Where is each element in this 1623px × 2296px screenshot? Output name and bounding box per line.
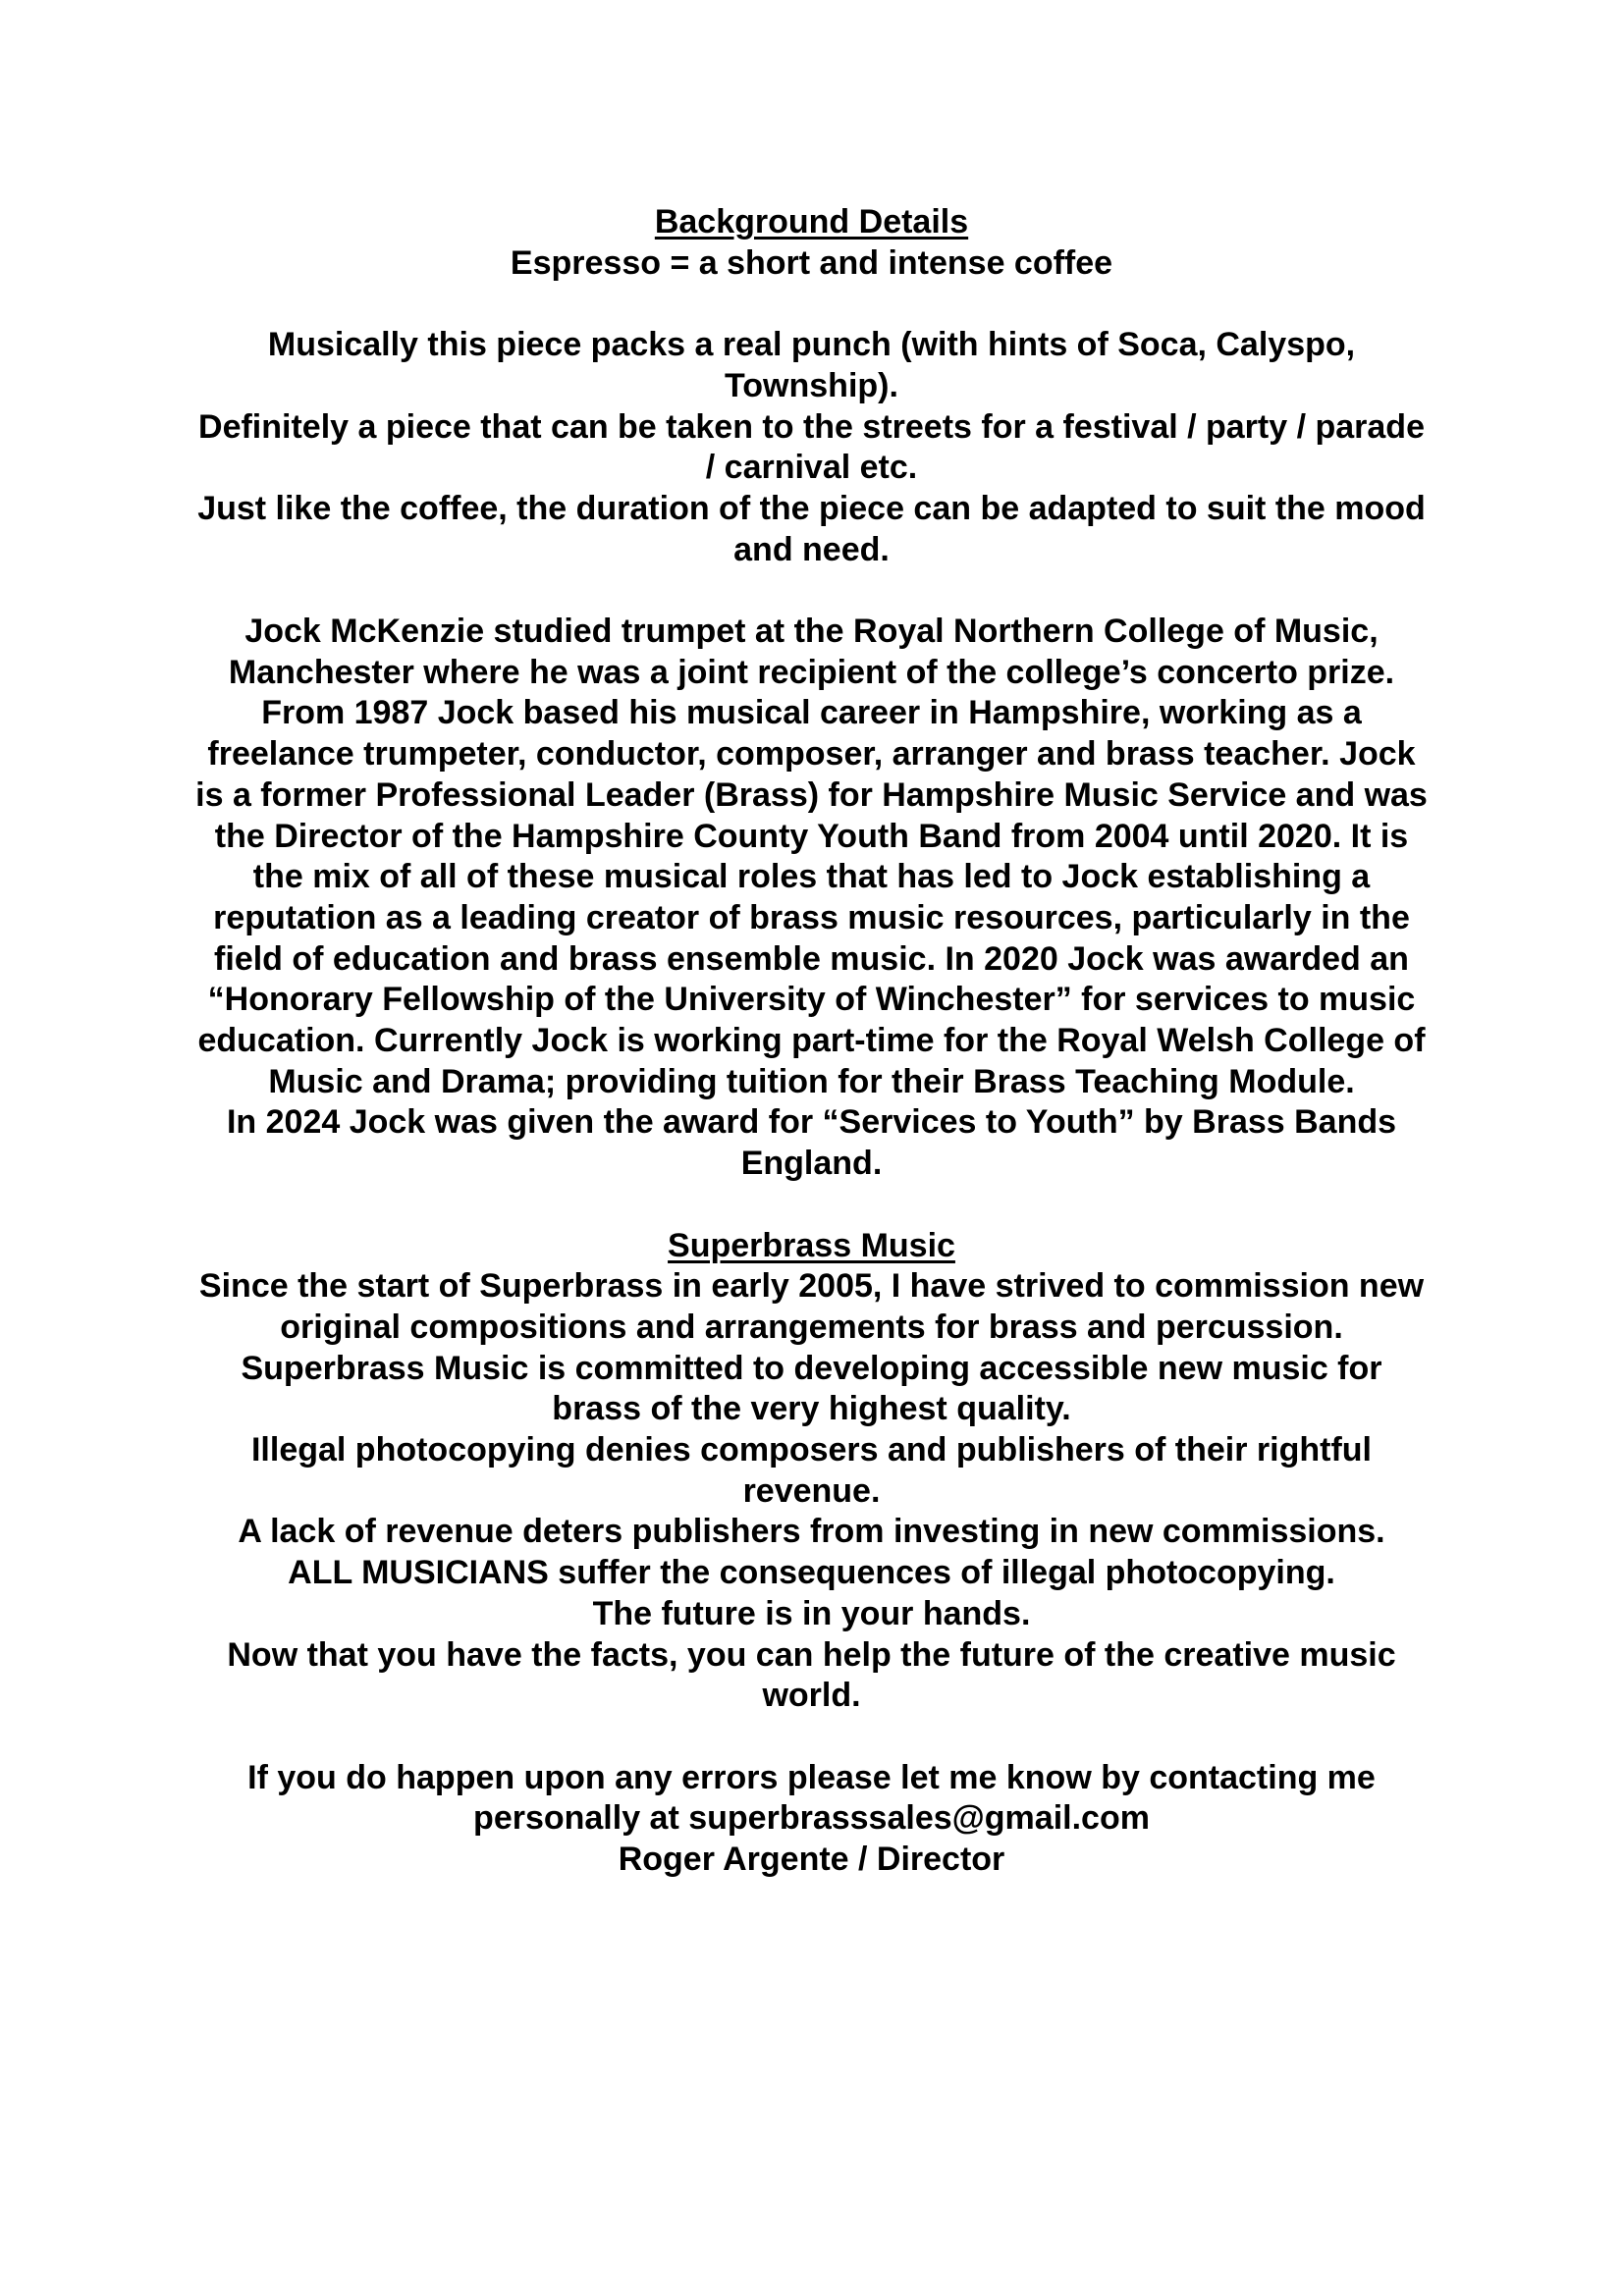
superbrass-line: brass of the very highest quality.: [552, 1390, 1071, 1428]
superbrass-line: world.: [762, 1677, 861, 1715]
background-line: Definitely a piece that can be taken to the streets for a festival / party / parade: [198, 407, 1425, 446]
bio-line: is a former Professional Leader (Brass) for Hampshire Music Service and was: [195, 775, 1428, 814]
superbrass-line: Illegal photocopying denies composers and publishers of their rightful: [250, 1431, 1372, 1469]
bio-line: the mix of all of these musical roles that has led to Jock establishing a: [252, 858, 1371, 896]
section-spacer: [147, 1717, 1476, 1758]
bio-line: Jock McKenzie studied trumpet at the Royal Northern College of Music,: [244, 613, 1379, 650]
bio-line: reputation as a leading creator of brass music resources, particularly in the: [213, 898, 1410, 936]
superbrass-line: Now that you have the facts, you can help the future of the creative music: [227, 1635, 1396, 1674]
superbrass-line: ALL MUSICIANS suffer the consequences of illegal photocopying.: [288, 1554, 1335, 1592]
background-line: and need.: [733, 530, 890, 568]
bio-line: freelance trumpeter, conductor, composer, arranger and brass teacher. Jock: [207, 735, 1416, 774]
superbrass-line: revenue.: [742, 1471, 881, 1510]
bio-line: “Honorary Fellowship of the University of Winchester” for services to music: [207, 981, 1416, 1019]
background-line: / carnival etc.: [705, 449, 918, 487]
superbrass-line: original compositions and arrangements for brass and percussion.: [280, 1308, 1343, 1346]
bio-line: In 2024 Jock was given the award for “Services to Youth” by Brass Bands: [226, 1103, 1397, 1142]
section-spacer: [147, 284, 1476, 325]
superbrass-heading: Superbrass Music: [668, 1226, 955, 1264]
bio-line: field of education and brass ensemble music. In 2020 Jock was awarded an: [214, 939, 1409, 978]
section-spacer: [147, 1185, 1476, 1226]
signature-line: Roger Argente / Director: [618, 1841, 1005, 1879]
bio-line: the Director of the Hampshire County Youth Band from 2004 until 2020. It is: [214, 817, 1409, 855]
contact-line: If you do happen upon any errors please let me know by contacting me: [247, 1758, 1376, 1796]
bio-line: education. Currently Jock is working part-time for the Royal Welsh College of: [197, 1022, 1426, 1060]
bio-line: Music and Drama; providing tuition for their Brass Teaching Module.: [268, 1062, 1355, 1100]
bio-section: [147, 612, 1476, 1185]
bio-line: Manchester where he was a joint recipient of the college’s concerto prize.: [228, 653, 1395, 691]
background-line: Just like the coffee, the duration of the piece can be adapted to suit the mood: [197, 489, 1426, 527]
background-line: Township).: [725, 366, 898, 404]
superbrass-line: A lack of revenue deters publishers from investing in new commissions.: [238, 1513, 1385, 1551]
superbrass-line: The future is in your hands.: [592, 1594, 1031, 1632]
document-page: [147, 202, 1476, 1881]
background-line: Musically this piece packs a real punch (with hints of Soca, Calyspo,: [267, 326, 1356, 364]
section-spacer: [147, 570, 1476, 612]
contact-email-line: personally at superbrasssales@gmail.com: [473, 1799, 1150, 1838]
bio-line: England.: [740, 1145, 883, 1183]
background-heading: Background Details: [654, 203, 969, 240]
superbrass-section: [147, 1226, 1476, 1717]
background-section: [147, 202, 1476, 570]
superbrass-line: Since the start of Superbrass in early 2005, I have strived to commission new: [198, 1267, 1425, 1306]
background-subtitle: Espresso = a short and intense coffee: [510, 243, 1113, 282]
contact-section: [147, 1758, 1476, 1881]
superbrass-line: Superbrass Music is committed to developing accessible new music for: [241, 1349, 1382, 1387]
bio-line: From 1987 Jock based his musical career in Hampshire, working as a: [261, 694, 1362, 732]
